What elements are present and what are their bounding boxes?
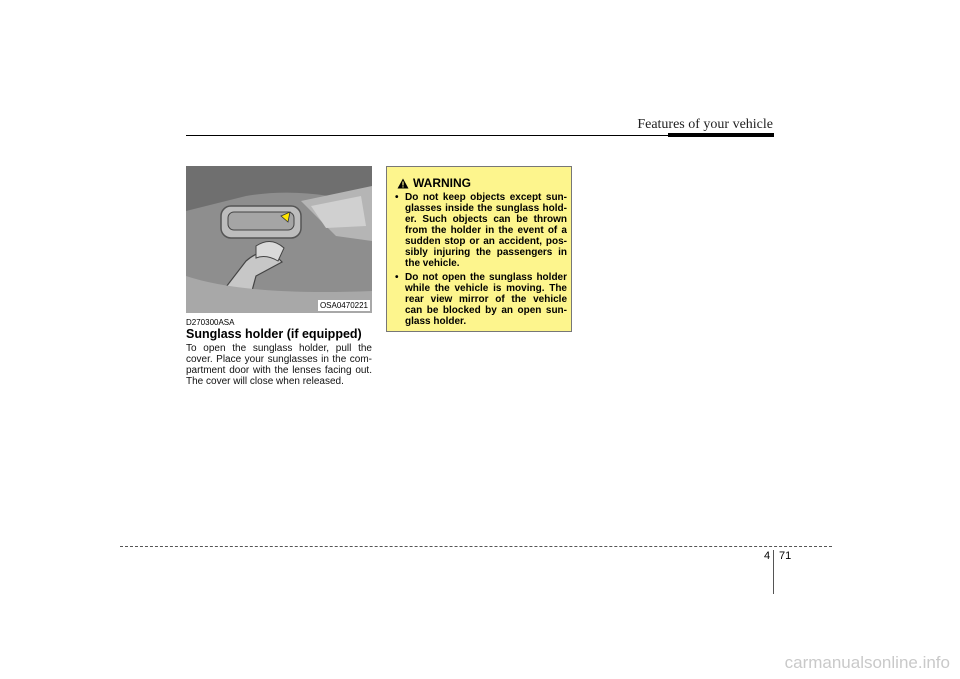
warning-item: • Do not keep objects except sun-glasses inside the sunglass hold-er. Such objects can be thrown from the holder in the event of a sudden stop or an accident, pos-sibly injuring the passengers in the vehicle. <box>395 192 567 269</box>
section-title: Sunglass holder (if equipped) <box>186 327 362 341</box>
chapter-number: 4 <box>764 550 771 562</box>
page-number-separator <box>773 550 774 594</box>
header-rule-accent <box>668 133 774 137</box>
watermark: carmanualsonline.info <box>784 653 950 672</box>
section-code: D270300ASA <box>186 318 235 327</box>
illustration-drawing <box>186 166 372 313</box>
warning-title: WARNING <box>413 176 471 190</box>
warning-list <box>393 192 567 330</box>
sunglass-holder-illustration <box>186 166 372 313</box>
page-number: 71 <box>779 550 792 562</box>
section-body: To open the sunglass holder, pull the cover. Place your sunglasses in the com-partment door with the lenses facing out. The cover will close when released. <box>186 343 372 387</box>
figure-code: OSA0470221 <box>319 301 368 310</box>
warning-item: • Do not open the sunglass holder while the vehicle is moving. The rear view mirror of the vehicle can be blocked by an open sun-glass holder. <box>395 272 567 327</box>
warning-header <box>397 176 471 190</box>
footer-rule <box>120 546 832 547</box>
warning-item-text: Do not open the sunglass holder while the vehicle is moving. The rear view mirror of the vehicle can be blocked by an open sun-glass holder. <box>405 272 567 327</box>
header-title: Features of your vehicle <box>637 117 773 132</box>
warning-triangle-icon <box>397 178 409 189</box>
warning-item-text: Do not keep objects except sun-glasses inside the sunglass hold-er. Such objects can be thrown from the holder in the event of a sudden stop or an accident, pos-sibly injuring the passengers in the vehicle. <box>405 192 567 269</box>
warning-box <box>386 166 572 332</box>
